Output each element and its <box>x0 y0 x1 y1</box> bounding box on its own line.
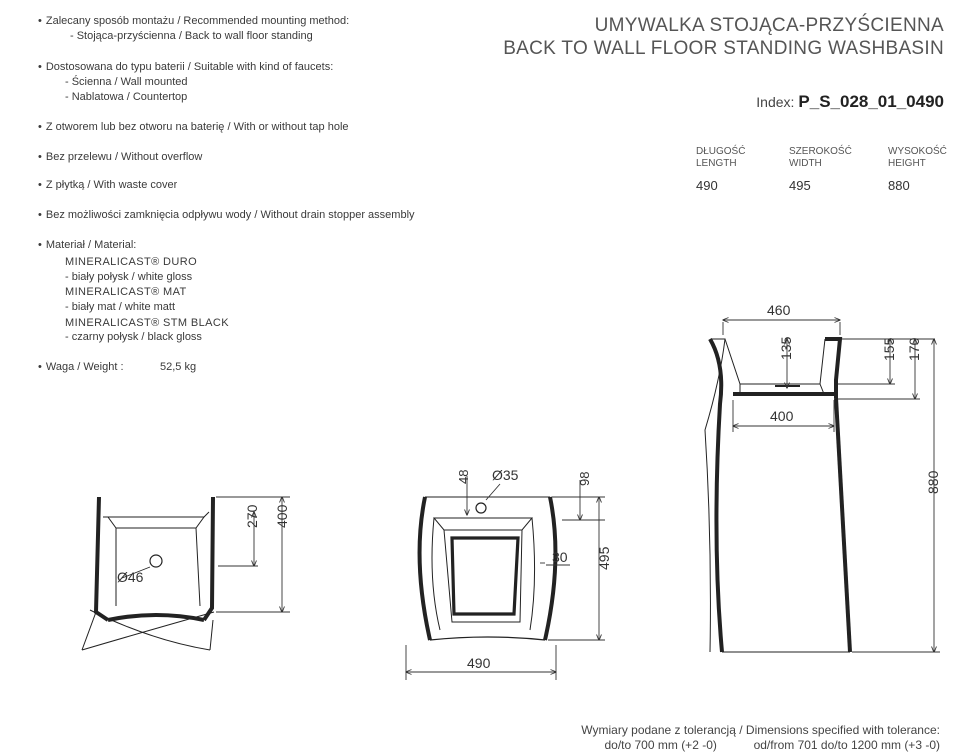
dim-width-pl: SZEROKOŚĆ <box>789 146 852 157</box>
label-170: 170 <box>906 337 922 361</box>
spec-faucet-wall: - Ścienna / Wall mounted <box>65 76 188 88</box>
label-d46: Ø46 <box>117 569 144 585</box>
label-400-side: 400 <box>770 408 794 424</box>
spec-mounting-value: - Stojąca-przyścienna / Back to wall floor standing <box>70 30 313 42</box>
spec-material-duro-finish: - biały połysk / white gloss <box>65 271 193 283</box>
spec-material-stm-black-finish: - czarny połysk / black gloss <box>65 331 202 343</box>
tolerance-range-1: do/to 700 mm (+2 -0) <box>604 738 717 752</box>
tolerance-range-2: od/from 701 do/to 1200 mm (+3 -0) <box>753 738 940 752</box>
tolerance-line-1: Wymiary podane z tolerancją / Dimensions specified with tolerance: <box>581 723 940 737</box>
spec-material-mat: MINERALICAST® MAT <box>65 286 187 298</box>
drawing-side-section <box>705 339 850 652</box>
spec-faucet-label: • Dostosowana do typu baterii / Suitable with kind of faucets: <box>38 60 333 75</box>
tolerance-note <box>581 723 940 753</box>
dim-length-en: LENGTH <box>696 158 737 169</box>
spec-mounting-label: • Zalecany sposób montażu / Recommended mounting method: <box>38 14 349 29</box>
label-155: 155 <box>881 337 897 361</box>
tolerance-line-2 <box>581 738 940 753</box>
label-490: 490 <box>467 655 491 671</box>
spec-weight-label: • Waga / Weight : <box>38 360 124 375</box>
label-880: 880 <box>925 470 941 494</box>
spec-material-mat-finish: - biały mat / white matt <box>65 301 176 313</box>
label-495: 495 <box>596 546 612 570</box>
title-pl: UMYWALKA STOJĄCA-PRZYŚCIENNA <box>594 15 944 36</box>
label-460: 460 <box>767 302 791 318</box>
spec-taphole: • Z otworem lub bez otworu na baterię / With or without tap hole <box>38 120 349 135</box>
title-en: BACK TO WALL FLOOR STANDING WASHBASIN <box>503 38 944 59</box>
spec-faucet-countertop: - Nablatowa / Countertop <box>65 91 188 103</box>
label-d35: Ø35 <box>492 467 519 483</box>
drawing-top-view <box>420 497 556 640</box>
drawing-top-dimensions <box>406 476 605 680</box>
label-400-front: 400 <box>274 504 290 528</box>
spec-material-label: • Materiał / Material: <box>38 238 136 253</box>
drawing-front-perspective <box>82 497 214 650</box>
dim-height-pl: WYSOKOŚĆ <box>888 146 947 157</box>
dim-length-value: 490 <box>696 178 718 193</box>
label-48: 48 <box>456 469 471 484</box>
index-value: P_S_028_01_0490 <box>798 92 944 111</box>
spec-material-stm-black: MINERALICAST® STM BLACK <box>65 317 230 329</box>
dim-height-en: HEIGHT <box>888 158 926 169</box>
label-135: 135 <box>778 336 794 360</box>
index-label: Index: <box>756 94 795 110</box>
spec-weight-value: 52,5 kg <box>160 361 197 373</box>
dim-width-value: 495 <box>789 178 811 193</box>
spec-material-duro: MINERALICAST® DURO <box>65 256 198 268</box>
spec-overflow: • Bez przelewu / Without overflow <box>38 150 202 165</box>
dim-height-value: 880 <box>888 178 910 193</box>
label-30: 30 <box>552 549 568 565</box>
label-270: 270 <box>244 504 260 528</box>
drawing-side-dimensions <box>723 320 940 652</box>
spec-stopper: • Bez możliwości zamknięcia odpływu wody / Without drain stopper assembly <box>38 208 415 223</box>
spec-waste-cover: • Z płytką / With waste cover <box>38 178 177 190</box>
label-98: 98 <box>577 471 592 486</box>
dim-length-pl: DŁUGOŚĆ <box>696 146 746 157</box>
dim-width-en: WIDTH <box>789 158 822 169</box>
